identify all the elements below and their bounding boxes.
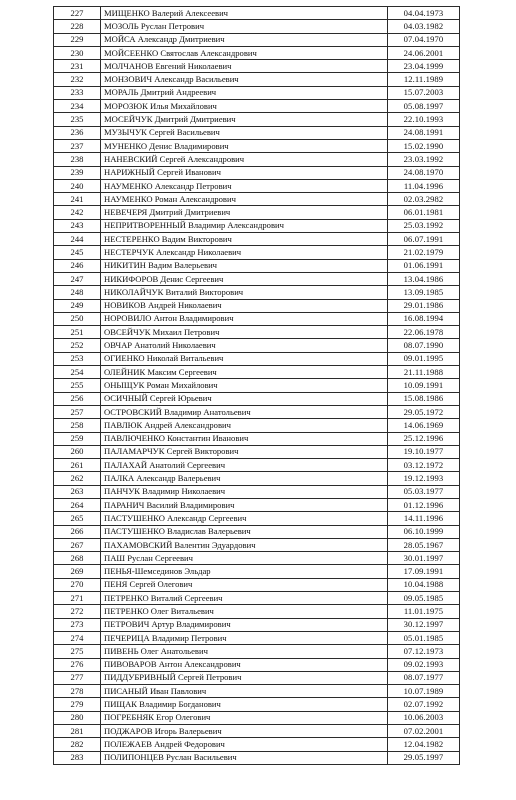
row-number: 240 [54,179,101,192]
birth-date: 09.02.1993 [388,658,460,671]
table-row [54,751,460,764]
person-name: ПЕТРОВИЧ Артур Владимирович [101,618,388,631]
person-name: МОЗОЛЬ Руслан Петрович [101,20,388,33]
table-row [54,592,460,605]
person-name: ПОДЖАРОВ Игорь Валерьевич [101,725,388,738]
person-name: НИКИТИН Вадим Валерьевич [101,259,388,272]
person-name: НИКОЛАЙЧУК Виталий Викторович [101,286,388,299]
table-row [54,405,460,418]
table-row [54,379,460,392]
table-row [54,113,460,126]
person-name: ПИЩАК Владимир Богданович [101,698,388,711]
birth-date: 25.03.1992 [388,219,460,232]
person-name: ПЕТРЕНКО Виталий Сергеевич [101,592,388,605]
birth-date: 23.03.1992 [388,153,460,166]
person-name: МУНЕНКО Денис Владимирович [101,139,388,152]
row-number: 241 [54,193,101,206]
row-number: 243 [54,219,101,232]
person-name: НОВИКОВ Андрей Николаевич [101,299,388,312]
person-name: НЕСТЕРЧУК Александр Николаевич [101,246,388,259]
table-row [54,286,460,299]
birth-date: 06.10.1999 [388,525,460,538]
table-row [54,139,460,152]
birth-date: 10.06.2003 [388,711,460,724]
table-row [54,193,460,206]
table-row [54,246,460,259]
row-number: 272 [54,605,101,618]
birth-date: 02.03.2982 [388,193,460,206]
row-number: 255 [54,379,101,392]
table-row [54,299,460,312]
person-name: ПОЛИПОНЦЕВ Руслан Васильевич [101,751,388,764]
birth-date: 09.01.1995 [388,352,460,365]
person-name: МОСЕЙЧУК Дмитрий Дмитриевич [101,113,388,126]
birth-date: 30.12.1997 [388,618,460,631]
table-row [54,538,460,551]
person-name: НАУМЕНКО Роман Александрович [101,193,388,206]
row-number: 239 [54,166,101,179]
person-name: ПИСАНЫЙ Иван Павлович [101,685,388,698]
birth-date: 22.06.1978 [388,326,460,339]
table-row [54,578,460,591]
birth-date: 14.11.1996 [388,512,460,525]
row-number: 274 [54,631,101,644]
row-number: 268 [54,552,101,565]
person-name: ОГИЕНКО Николай Витальевич [101,352,388,365]
row-number: 260 [54,445,101,458]
person-name: ПАШ Руслан Сергеевич [101,552,388,565]
row-number: 249 [54,299,101,312]
row-number: 229 [54,33,101,46]
person-name: ПАХАМОВСКИЙ Валентин Эдуардович [101,538,388,551]
birth-date: 01.06.1991 [388,259,460,272]
birth-date: 17.09.1991 [388,565,460,578]
table-row [54,166,460,179]
row-number: 234 [54,100,101,113]
table-row [54,618,460,631]
person-name: ПОГРЕБНЯК Егор Олегович [101,711,388,724]
row-number: 264 [54,498,101,511]
person-name: ПАЛКА Александр Валерьевич [101,472,388,485]
table-row [54,326,460,339]
birth-date: 30.01.1997 [388,552,460,565]
birth-date: 11.01.1975 [388,605,460,618]
table-row [54,419,460,432]
person-name: ПАЛАХАЙ Анатолий Сергеевич [101,459,388,472]
birth-date: 03.12.1972 [388,459,460,472]
birth-date: 14.06.1969 [388,419,460,432]
person-name: ПАВЛЮК Андрей Александрович [101,419,388,432]
row-number: 280 [54,711,101,724]
table-row [54,432,460,445]
person-name: ОВСЕЙЧУК Михаил Петрович [101,326,388,339]
table-row [54,233,460,246]
person-name: НИКИФОРОВ Денис Сергеевич [101,272,388,285]
row-number: 262 [54,472,101,485]
row-number: 231 [54,60,101,73]
birth-date: 13.09.1985 [388,286,460,299]
person-name: ОЛЕЙНИК Максим Сергеевич [101,366,388,379]
birth-date: 15.08.1986 [388,392,460,405]
table-row [54,445,460,458]
row-number: 254 [54,366,101,379]
row-number: 228 [54,20,101,33]
birth-date: 15.07.2003 [388,86,460,99]
person-name: ПИВЕНЬ Олег Анатольевич [101,645,388,658]
birth-date: 24.06.2001 [388,46,460,59]
row-number: 230 [54,46,101,59]
table-row [54,20,460,33]
person-name: НОРОВИЛО Антон Владимирович [101,312,388,325]
birth-date: 04.03.1982 [388,20,460,33]
birth-date: 25.12.1996 [388,432,460,445]
row-number: 233 [54,86,101,99]
table-row [54,512,460,525]
row-number: 257 [54,405,101,418]
person-name: ПАСТУШЕНКО Владислав Валерьевич [101,525,388,538]
table-row [54,73,460,86]
person-name: ПЕТРЕНКО Олег Витальевич [101,605,388,618]
birth-date: 19.10.1977 [388,445,460,458]
row-number: 273 [54,618,101,631]
row-number: 245 [54,246,101,259]
row-number: 282 [54,738,101,751]
birth-date: 21.02.1979 [388,246,460,259]
birth-date: 07.12.1973 [388,645,460,658]
person-name: ПАРАНИЧ Василий Владимирович [101,498,388,511]
table-row [54,565,460,578]
birth-date: 10.04.1988 [388,578,460,591]
birth-date: 24.08.1991 [388,126,460,139]
row-number: 279 [54,698,101,711]
birth-date: 08.07.1990 [388,339,460,352]
table-row [54,472,460,485]
row-number: 232 [54,73,101,86]
table-row [54,711,460,724]
row-number: 276 [54,658,101,671]
table-row [54,392,460,405]
table-row [54,498,460,511]
row-number: 253 [54,352,101,365]
row-number: 244 [54,233,101,246]
table-row [54,272,460,285]
row-number: 235 [54,113,101,126]
birth-date: 09.05.1985 [388,592,460,605]
row-number: 238 [54,153,101,166]
birth-date: 02.07.1992 [388,698,460,711]
birth-date: 08.07.1977 [388,671,460,684]
table-row [54,86,460,99]
row-number: 281 [54,725,101,738]
person-name: НЕПРИТВОРЕННЫЙ Владимир Александрович [101,219,388,232]
table-row [54,605,460,618]
row-number: 236 [54,126,101,139]
birth-date: 01.12.1996 [388,498,460,511]
table-row [54,366,460,379]
person-name: ПЕНЬЯ-Шемсединов Эльдар [101,565,388,578]
birth-date: 13.04.1986 [388,272,460,285]
table-row [54,738,460,751]
person-name: НЕВЕЧЕРЯ Дмитрий Дмитриевич [101,206,388,219]
person-name: ПАНЧУК Владимир Николаевич [101,485,388,498]
person-name: ПЕЧЕРИЦА Владимир Петрович [101,631,388,644]
person-name: НЕСТЕРЕНКО Вадим Викторович [101,233,388,246]
person-name: ПАЛАМАРЧУК Сергей Викторович [101,445,388,458]
table-row [54,153,460,166]
person-name: МОРОЗЮК Илья Михайлович [101,100,388,113]
birth-date: 22.10.1993 [388,113,460,126]
person-name: НАНЕВСКИЙ Сергей Александрович [101,153,388,166]
row-number: 256 [54,392,101,405]
birth-date: 29.05.1997 [388,751,460,764]
birth-date: 06.01.1981 [388,206,460,219]
table-row [54,126,460,139]
birth-date: 19.12.1993 [388,472,460,485]
person-name: МОЙСЕЕНКО Святослав Александрович [101,46,388,59]
person-name: НАРИЖНЫЙ Сергей Иванович [101,166,388,179]
row-number: 278 [54,685,101,698]
person-name: ПЕНЯ Сергей Олегович [101,578,388,591]
table-row [54,312,460,325]
birth-date: 23.04.1999 [388,60,460,73]
table-row [54,60,460,73]
person-name: МУЗЫЧУК Сергей Васильевич [101,126,388,139]
table-row [54,685,460,698]
table-row [54,459,460,472]
row-number: 259 [54,432,101,445]
table-row [54,485,460,498]
row-number: 227 [54,7,101,20]
row-number: 250 [54,312,101,325]
row-number: 265 [54,512,101,525]
row-number: 246 [54,259,101,272]
birth-date: 04.04.1973 [388,7,460,20]
person-name: ПИДДУБРИВНЫЙ Сергей Петрович [101,671,388,684]
row-number: 252 [54,339,101,352]
table-row [54,259,460,272]
person-name: ПАВЛЮЧЕНКО Константин Иванович [101,432,388,445]
person-name: ПАСТУШЕНКО Александр Сергеевич [101,512,388,525]
table-row [54,525,460,538]
birth-date: 05.08.1997 [388,100,460,113]
personnel-table [53,6,460,765]
birth-date: 24.08.1970 [388,166,460,179]
person-name: МОЛЧАНОВ Евгений Николаевич [101,60,388,73]
row-number: 258 [54,419,101,432]
row-number: 277 [54,671,101,684]
person-name: ОВЧАР Анатолий Николаевич [101,339,388,352]
row-number: 237 [54,139,101,152]
person-name: НАУМЕНКО Александр Петрович [101,179,388,192]
row-number: 261 [54,459,101,472]
row-number: 275 [54,645,101,658]
row-number: 266 [54,525,101,538]
table-row [54,352,460,365]
table-row [54,552,460,565]
person-name: ОСТРОВСКИЙ Владимир Анатольевич [101,405,388,418]
row-number: 269 [54,565,101,578]
person-name: ПОЛЕЖАЕВ Андрей Федорович [101,738,388,751]
birth-date: 10.07.1989 [388,685,460,698]
row-number: 267 [54,538,101,551]
table-row [54,671,460,684]
personnel-table-body [54,7,460,765]
birth-date: 07.02.2001 [388,725,460,738]
table-row [54,631,460,644]
person-name: МИЩЕНКО Валерий Алексеевич [101,7,388,20]
person-name: МОЙСА Александр Дмитриевич [101,33,388,46]
person-name: ПИВОВАРОВ Антон Александрович [101,658,388,671]
row-number: 271 [54,592,101,605]
table-row [54,219,460,232]
birth-date: 12.11.1989 [388,73,460,86]
table-row [54,100,460,113]
table-row [54,7,460,20]
table-row [54,645,460,658]
table-row [54,179,460,192]
table-row [54,658,460,671]
birth-date: 11.04.1996 [388,179,460,192]
birth-date: 28.05.1967 [388,538,460,551]
row-number: 242 [54,206,101,219]
table-row [54,33,460,46]
table-row [54,725,460,738]
birth-date: 29.05.1972 [388,405,460,418]
person-name: МОРАЛЬ Дмитрий Андреевич [101,86,388,99]
birth-date: 16.08.1994 [388,312,460,325]
table-row [54,698,460,711]
row-number: 283 [54,751,101,764]
person-name: ОНЫЩУК Роман Михайлович [101,379,388,392]
birth-date: 06.07.1991 [388,233,460,246]
birth-date: 05.01.1985 [388,631,460,644]
birth-date: 07.04.1970 [388,33,460,46]
row-number: 263 [54,485,101,498]
birth-date: 29.01.1986 [388,299,460,312]
table-row [54,206,460,219]
birth-date: 15.02.1990 [388,139,460,152]
birth-date: 12.04.1982 [388,738,460,751]
row-number: 270 [54,578,101,591]
birth-date: 10.09.1991 [388,379,460,392]
table-row [54,46,460,59]
birth-date: 05.03.1977 [388,485,460,498]
row-number: 251 [54,326,101,339]
person-name: ОСИЧНЫЙ Сергей Юрьевич [101,392,388,405]
birth-date: 21.11.1988 [388,366,460,379]
person-name: МОНЗОВИЧ Александр Васильевич [101,73,388,86]
table-row [54,339,460,352]
row-number: 248 [54,286,101,299]
row-number: 247 [54,272,101,285]
